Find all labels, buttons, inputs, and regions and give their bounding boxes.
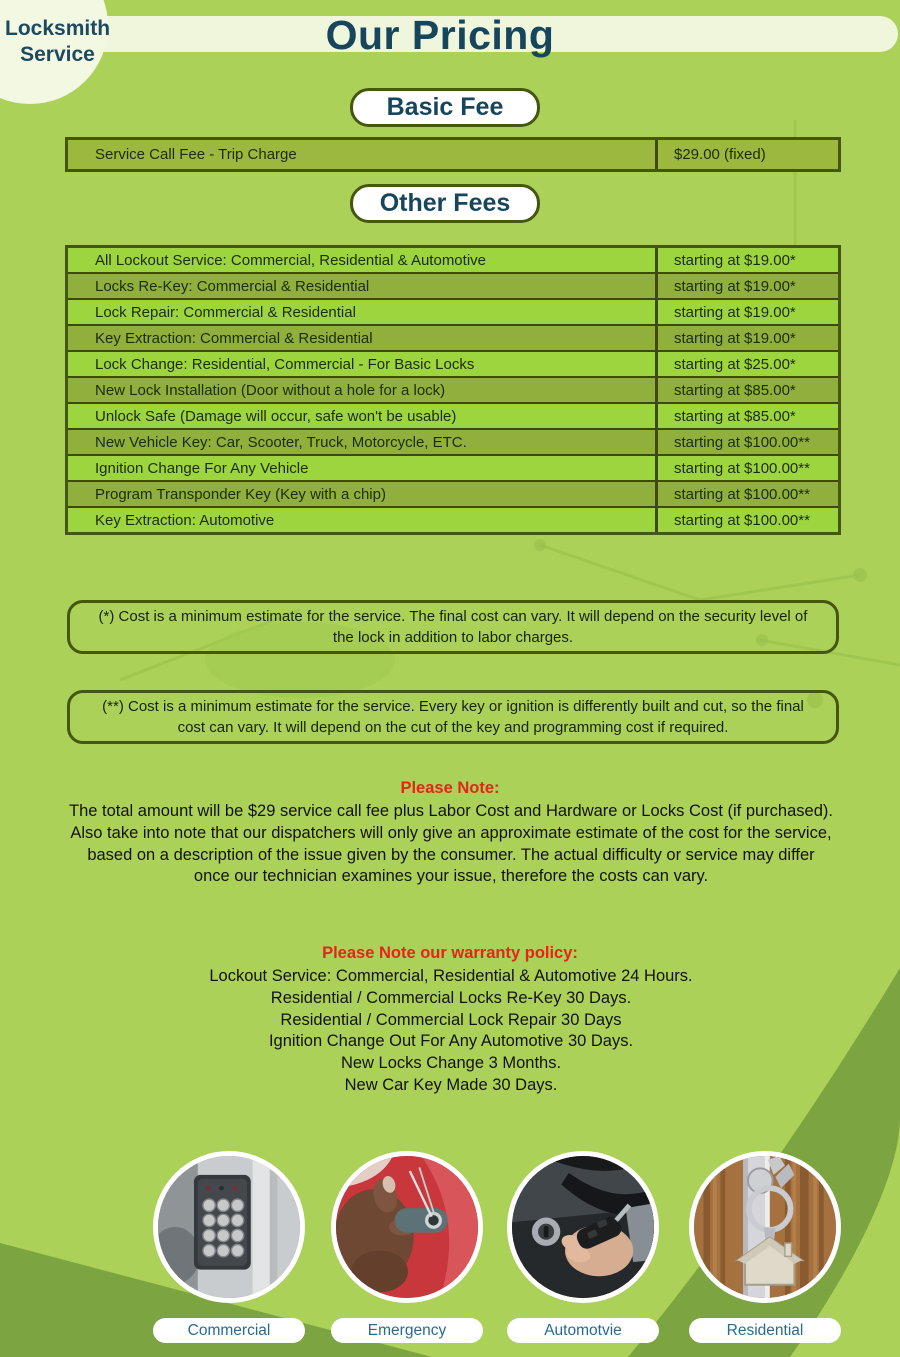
table-row <box>68 324 838 350</box>
footnote-double-asterisk: (**) Cost is a minimum estimate for the service. Every key or ignition is differently built and cut, so the final cost can vary. It will depend on the cut of the key and programming cost if required. <box>67 690 839 744</box>
automotive-photo <box>507 1151 659 1303</box>
page-title: Our Pricing <box>325 12 555 58</box>
basic-fee-table <box>65 137 841 172</box>
warranty-item: New Car Key Made 30 Days. <box>344 1075 558 1094</box>
service-price: starting at $100.00** <box>655 430 838 454</box>
house-keychain-photo-icon <box>694 1156 836 1298</box>
service-name: Program Transponder Key (Key with a chip) <box>95 485 386 503</box>
service-price: starting at $19.00* <box>655 248 838 272</box>
table-row <box>68 140 838 169</box>
service-name: Unlock Safe (Damage will occur, safe won't be usable) <box>95 407 457 425</box>
warranty-list <box>68 966 834 1097</box>
warranty-item: New Locks Change 3 Months. <box>340 1054 562 1073</box>
service-name: Lock Repair: Commercial & Residential <box>95 303 356 321</box>
table-row <box>68 350 838 376</box>
basic-fee-heading: Basic Fee <box>350 88 540 127</box>
service-price: starting at $19.00* <box>655 300 838 324</box>
table-row <box>68 298 838 324</box>
service-name: Key Extraction: Commercial & Residential <box>95 329 373 347</box>
other-fees-heading: Other Fees <box>350 184 540 223</box>
service-name: New Vehicle Key: Car, Scooter, Truck, Motorcycle, ETC. <box>95 433 467 451</box>
service-name: Lock Change: Residential, Commercial - For Basic Locks <box>95 355 475 373</box>
table-row <box>68 454 838 480</box>
residential-photo <box>689 1151 841 1303</box>
category-label-emergency[interactable]: Emergency <box>331 1318 483 1343</box>
table-row <box>68 248 838 272</box>
service-price: starting at $100.00** <box>655 456 838 480</box>
service-price: starting at $19.00* <box>655 326 838 350</box>
service-price: starting at $25.00* <box>655 352 838 376</box>
service-name: Key Extraction: Automotive <box>95 511 275 529</box>
table-row <box>68 376 838 402</box>
category-label-automotive[interactable]: Automotvie <box>507 1318 659 1343</box>
service-price: $29.00 (fixed) <box>655 140 838 169</box>
emergency-photo <box>331 1151 483 1303</box>
service-price: starting at $100.00** <box>655 508 838 532</box>
category-label-residential[interactable]: Residential <box>689 1318 841 1343</box>
warranty-item: Ignition Change Out For Any Automotive 30 Days. <box>268 1032 634 1051</box>
car-door-lockpick-photo-icon <box>336 1156 478 1298</box>
keypad-lock-photo-icon <box>158 1156 300 1298</box>
warranty-item: Residential / Commercial Lock Repair 30 Days <box>280 1010 622 1029</box>
category-label-commercial[interactable]: Commercial <box>153 1318 305 1343</box>
service-name: Service Call Fee - Trip Charge <box>95 146 297 163</box>
service-price: starting at $100.00** <box>655 482 838 506</box>
table-row <box>68 480 838 506</box>
other-fees-table <box>65 245 841 535</box>
car-key-ignition-photo-icon <box>512 1156 654 1298</box>
service-price: starting at $85.00* <box>655 378 838 402</box>
service-price: starting at $85.00* <box>655 404 838 428</box>
service-name: Ignition Change For Any Vehicle <box>95 459 309 477</box>
service-name: Locks Re-Key: Commercial & Residential <box>95 277 370 295</box>
table-row <box>68 428 838 454</box>
logo-line1: Locksmith <box>5 17 111 40</box>
service-name: All Lockout Service: Commercial, Residential & Automotive <box>95 251 486 269</box>
table-row <box>68 402 838 428</box>
table-row <box>68 506 838 532</box>
commercial-photo <box>153 1151 305 1303</box>
service-price: starting at $19.00* <box>655 274 838 298</box>
please-note-body: The total amount will be $29 service call fee plus Labor Cost and Hardware or Locks Cost (if purchased). Also take into note that our dispatchers will only give an approximate estimate of the cost for the service, based on a description of the issue given by the consumer. The actual difficulty or service may differ once our technician examines your issue, therefore the costs can vary. <box>69 802 833 886</box>
warranty-item: Lockout Service: Commercial, Residential & Automotive 24 Hours. <box>209 967 693 985</box>
warranty-heading: Please Note our warranty policy: <box>322 944 578 962</box>
logo-line2: Service <box>20 43 95 66</box>
service-name: New Lock Installation (Door without a hole for a lock) <box>95 381 446 399</box>
footnote-single-asterisk: (*) Cost is a minimum estimate for the service. The final cost can vary. It will depend on the security level of the lock in addition to labor charges. <box>67 600 839 654</box>
table-row <box>68 272 838 298</box>
please-note-heading: Please Note: <box>400 779 500 797</box>
warranty-item: Residential / Commercial Locks Re-Key 30 Days. <box>270 988 632 1007</box>
